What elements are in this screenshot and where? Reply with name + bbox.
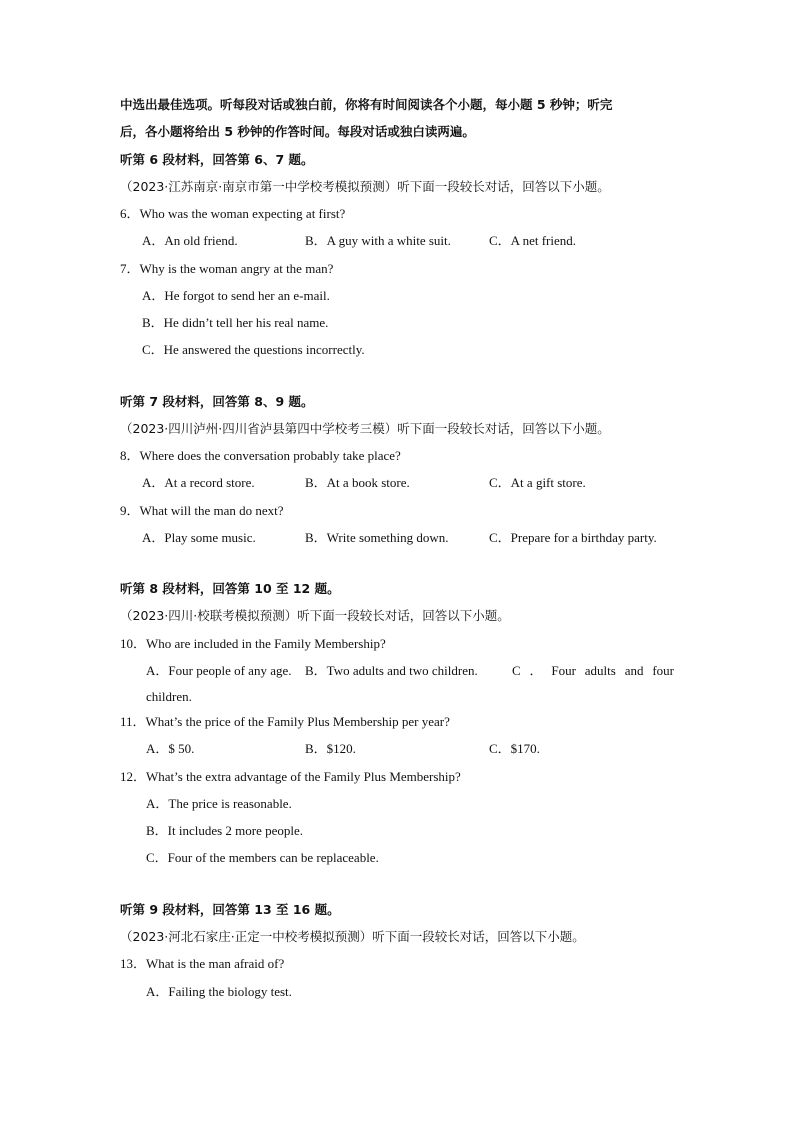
option-a[interactable]: A．Four people of any age.	[146, 663, 292, 678]
option-c-word: adults	[584, 663, 616, 678]
question-stem: 9．What will the man do next?	[120, 503, 284, 518]
question-stem: 10．Who are included in the Family Membership?	[120, 636, 386, 651]
option-b[interactable]: B．$120.	[305, 741, 356, 756]
question-stem: 11．What’s the price of the Family Plus Membership per year?	[120, 714, 450, 729]
section-source: （2023·江苏南京·南京市第一中学校考模拟预测）听下面一段较长对话，回答以下小题。	[120, 179, 610, 194]
option-c-word: Four	[551, 663, 576, 678]
section-header: 听第 7 段材料，回答第 8、9 题。	[120, 394, 314, 409]
option-c[interactable]: C．Prepare for a birthday party.	[489, 530, 657, 545]
question-stem: 7．Why is the woman angry at the man?	[120, 261, 334, 276]
section-header: 听第 8 段材料，回答第 10 至 12 题。	[120, 581, 340, 596]
option-b[interactable]: B．A guy with a white suit.	[305, 233, 451, 248]
question-stem: 12．What’s the extra advantage of the Family Plus Membership?	[120, 769, 461, 784]
option-b[interactable]: B．He didn’t tell her his real name.	[142, 315, 329, 330]
option-c[interactable]: C．He answered the questions incorrectly.	[142, 342, 365, 357]
option-b[interactable]: B．At a book store.	[305, 475, 410, 490]
intro-line-1: 中选出最佳选项。听每段对话或独白前，你将有时间阅读各个小题，每小题 5 秒钟；听完	[120, 97, 613, 112]
intro-line-2: 后，各小题将给出 5 秒钟的作答时间。每段对话或独白读两遍。	[120, 124, 475, 139]
option-c-word: four	[652, 663, 674, 678]
option-c[interactable]: C．A net friend.	[489, 233, 577, 248]
question-stem: 6．Who was the woman expecting at first?	[120, 206, 346, 221]
option-c-justified-line[interactable]	[512, 662, 674, 680]
option-a[interactable]: A．At a record store.	[142, 475, 255, 490]
section-source: （2023·河北石家庄·正定一中校考模拟预测）听下面一段较长对话，回答以下小题。	[120, 929, 585, 944]
section-source: （2023·四川泸州·四川省泸县第四中学校考三模）听下面一段较长对话，回答以下小题。	[120, 421, 610, 436]
option-b[interactable]: B．Write something down.	[305, 530, 449, 545]
option-c-word: C	[512, 663, 521, 678]
question-stem: 13．What is the man afraid of?	[120, 956, 285, 971]
section-header: 听第 6 段材料，回答第 6、7 题。	[120, 152, 314, 167]
section-header: 听第 9 段材料，回答第 13 至 16 题。	[120, 902, 340, 917]
option-a[interactable]: A．He forgot to send her an e-mail.	[142, 288, 330, 303]
option-a[interactable]: A．Failing the biology test.	[146, 984, 292, 999]
option-c[interactable]: C．At a gift store.	[489, 475, 586, 490]
option-b[interactable]: B．Two adults and two children.	[305, 663, 478, 678]
question-stem: 8．Where does the conversation probably take place?	[120, 448, 401, 463]
section-source: （2023·四川·校联考模拟预测）听下面一段较长对话，回答以下小题。	[120, 608, 510, 623]
option-a[interactable]: A．The price is reasonable.	[146, 796, 292, 811]
option-a[interactable]: A．An old friend.	[142, 233, 238, 248]
option-c-word: ．	[529, 663, 543, 678]
option-a[interactable]: A．Play some music.	[142, 530, 256, 545]
option-c-word: and	[624, 663, 644, 678]
option-a[interactable]: A．$ 50.	[146, 741, 195, 756]
option-b[interactable]: B．It includes 2 more people.	[146, 823, 304, 838]
option-c-continuation[interactable]: children.	[146, 689, 192, 704]
option-c[interactable]: C．Four of the members can be replaceable.	[146, 850, 379, 865]
option-c[interactable]: C．$170.	[489, 741, 540, 756]
